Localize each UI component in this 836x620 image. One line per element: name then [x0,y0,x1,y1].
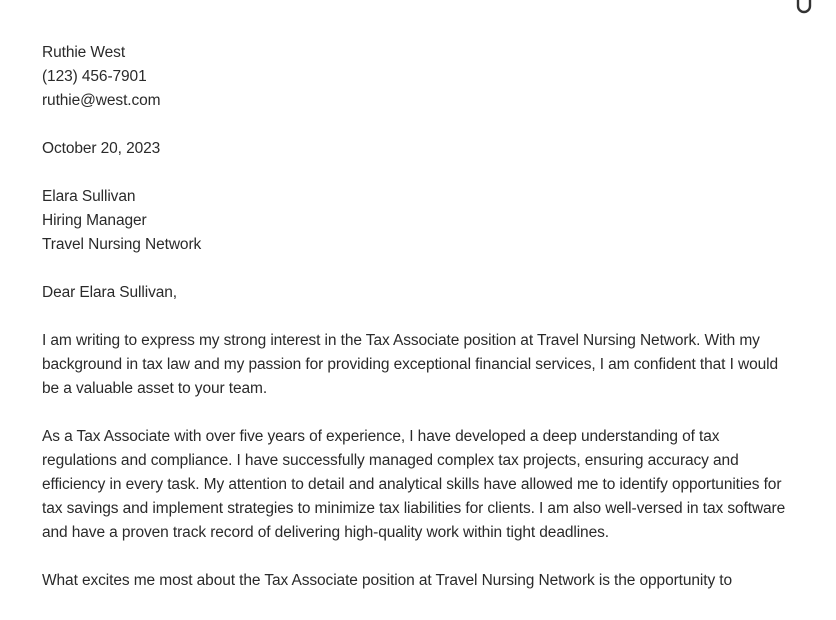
paperclip-icon[interactable] [795,0,813,14]
recipient-block [42,185,802,257]
recipient-title: Hiring Manager [42,212,147,229]
letter-date: October 20, 2023 [42,140,161,157]
sender-block [42,41,802,113]
body-paragraph-3: What excites me most about the Tax Associate position at Travel Nursing Network is the opportunity to [42,572,733,589]
sender-phone: (123) 456-7901 [42,68,147,85]
recipient-company: Travel Nursing Network [42,236,202,253]
salutation: Dear Elara Sullivan, [42,284,177,301]
sender-name: Ruthie West [42,44,126,61]
salutation-block [42,281,802,305]
date-block [42,137,802,161]
sender-email: ruthie@west.com [42,92,161,109]
cover-letter [42,41,802,617]
recipient-name: Elara Sullivan [42,188,136,205]
body-paragraph-1: I am writing to express my strong interest in the Tax Associate position at Travel Nursing Network. With my background in tax law and my passion for providing exceptional financial services, I am confident that I would be a valuable asset to your team. [42,332,778,397]
body-paragraph-2: As a Tax Associate with over five years of experience, I have developed a deep understanding of tax regulations and compliance. I have successfully managed complex tax projects, ensuring accuracy and efficiency in every task. My attention to detail and analytical skills have allowed me to identify opportunities for tax savings and implement strategies to minimize tax liabilities for clients. I am also well-versed in tax software and have a proven track record of delivering high-quality work within tight deadlines. [42,428,786,541]
